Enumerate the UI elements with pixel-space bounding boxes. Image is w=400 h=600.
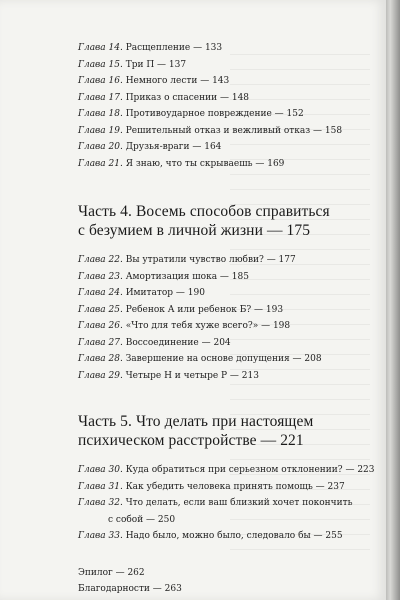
chapter-title: Три П — 137 <box>122 59 187 70</box>
chapter-title: Четыре Н и четыре Р — 213 <box>122 370 259 381</box>
toc-entry-chapter-28 <box>78 351 378 368</box>
toc-entry-chapter-32-continuation <box>78 512 378 529</box>
chapter-number: Глава 27. <box>78 337 123 348</box>
chapter-title: Противоударное повреждение — 152 <box>122 109 304 119</box>
back-matter-title: Благодарности — 263 <box>78 584 182 594</box>
chapter-title: Надо было, можно было, следовало бы — 255 <box>122 531 343 541</box>
chapter-number: Глава 30. <box>78 465 123 475</box>
chapter-title: Решительный отказ и вежливый отказ — 158 <box>122 125 343 136</box>
chapter-title: с собой — 250 <box>108 514 176 525</box>
part-5-heading <box>78 412 378 450</box>
chapter-number: Глава 21. <box>78 158 123 169</box>
chapter-title: Приказ о спасении — 148 <box>122 92 250 103</box>
toc-entry-chapter-31 <box>78 479 378 496</box>
toc-entry-acknowledgements <box>78 581 378 598</box>
chapter-title: Воссоединение — 204 <box>122 337 231 348</box>
chapter-list-part4 <box>78 252 378 384</box>
chapter-number: Глава 25. <box>78 304 123 315</box>
chapter-number: Глава 32. <box>78 498 123 508</box>
toc-entry-chapter-16 <box>78 73 378 90</box>
chapter-number: Глава 26. <box>78 321 123 331</box>
chapter-number: Глава 18. <box>78 109 123 119</box>
chapter-title: Расщепление — 133 <box>122 43 223 53</box>
toc-entry-epilogue <box>78 565 378 582</box>
toc-entry-chapter-30 <box>78 462 378 479</box>
chapter-title: Я знаю, что ты скрываешь — 169 <box>122 158 285 169</box>
chapter-number: Глава 20. <box>78 142 123 152</box>
chapter-title: Немного лести — 143 <box>122 76 230 86</box>
chapter-number: Глава 17. <box>78 92 123 103</box>
part-heading-line: Часть 4. Восемь способов справиться <box>78 203 330 220</box>
chapter-number: Глава 15. <box>78 59 123 70</box>
part-heading-line: психическом расстройстве — 221 <box>78 432 304 449</box>
toc-entry-chapter-19 <box>78 123 378 140</box>
toc-entry-chapter-24 <box>78 285 378 302</box>
chapter-title: Куда обратиться при серьезном отклонении? — 223 <box>122 465 375 475</box>
toc-entry-chapter-33 <box>78 528 378 545</box>
toc-entry-chapter-20 <box>78 139 378 156</box>
toc-entry-chapter-18 <box>78 106 378 123</box>
toc-entry-chapter-22 <box>78 252 378 269</box>
toc-entry-chapter-21 <box>78 156 378 173</box>
toc-entry-chapter-27 <box>78 335 378 352</box>
chapter-title: «Что для тебя хуже всего?» — 198 <box>122 321 291 331</box>
chapter-number: Глава 16. <box>78 76 123 86</box>
toc-entry-chapter-23 <box>78 269 378 286</box>
chapter-number: Глава 29. <box>78 370 123 381</box>
chapter-title: Амортизация шока — 185 <box>122 271 249 282</box>
toc-entry-chapter-29 <box>78 368 378 385</box>
chapter-title: Друзья-враги — 164 <box>122 142 222 152</box>
chapter-number: Глава 33. <box>78 531 123 541</box>
toc-entry-chapter-15 <box>78 57 378 74</box>
chapter-number: Глава 19. <box>78 125 123 136</box>
toc-entry-chapter-32 <box>78 495 378 512</box>
toc-entry-chapter-17 <box>78 90 378 107</box>
toc-entry-chapter-14 <box>78 40 378 57</box>
chapter-title: Что делать, если ваш близкий хочет покончить <box>122 498 353 508</box>
toc-entry-chapter-25 <box>78 302 378 319</box>
back-matter-title: Эпилог — 262 <box>78 567 145 578</box>
page-edge <box>386 0 400 600</box>
chapter-number: Глава 14. <box>78 43 123 53</box>
chapter-number: Глава 24. <box>78 288 123 298</box>
chapter-title: Вы утратили чувство любви? — 177 <box>122 255 296 265</box>
chapter-list-part3 <box>78 40 378 172</box>
chapter-number: Глава 22. <box>78 255 123 265</box>
chapter-list-part5 <box>78 462 378 545</box>
table-of-contents <box>78 40 378 598</box>
chapter-number: Глава 31. <box>78 481 123 492</box>
part-heading-line: с безумием в личной жизни — 175 <box>78 222 311 239</box>
chapter-title: Ребенок А или ребенок Б? — 193 <box>122 304 284 315</box>
back-matter-list <box>78 565 378 598</box>
chapter-number: Глава 23. <box>78 271 123 282</box>
chapter-title: Как убедить человека принять помощь — 237 <box>122 481 345 492</box>
chapter-title: Завершение на основе допущения — 208 <box>122 354 322 364</box>
part-heading-line: Часть 5. Что делать при настоящем <box>78 413 314 430</box>
chapter-title: Имитатор — 190 <box>122 288 205 298</box>
part-4-heading <box>78 202 378 240</box>
chapter-number: Глава 28. <box>78 354 123 364</box>
toc-entry-chapter-26 <box>78 318 378 335</box>
